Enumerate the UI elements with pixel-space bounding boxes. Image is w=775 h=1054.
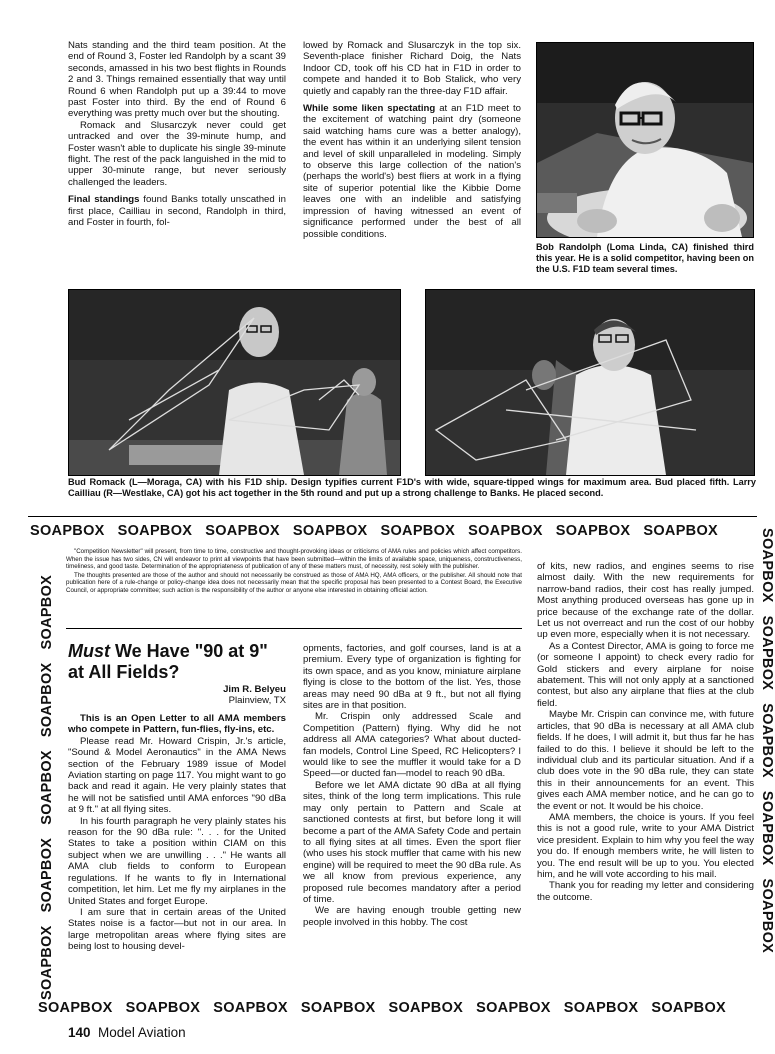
soapbox-word: SOAPBOX: [39, 750, 55, 825]
paragraph: AMA members, the choice is yours. If you feel this is not a good rule, write to your AMA District vice president. Explain to him why you feel the way you do. If enough members write, he will listen to you. The end result will be up to you. You elected him, and he will vote according to his mail.: [537, 811, 754, 880]
soapbox-word: SOAPBOX: [759, 790, 775, 866]
soapbox-word: SOAPBOX: [759, 878, 775, 954]
author-name: Jim R. Belyeu: [223, 684, 286, 695]
soapbox-word: SOAPBOX: [39, 925, 55, 1000]
soapbox-word: SOAPBOX: [651, 1000, 726, 1016]
intro-paragraph: This is an Open Letter to all AMA members who compete in Pattern, fun-flies, fly-ins, etc.: [68, 713, 286, 736]
page-number: 140: [68, 1025, 91, 1040]
paragraph: lowed by Romack and Slusarczyk in the top six. Seventh-place finisher Richard Doig, the Nats Indoor CD, took off his CD hat in F1D in order to compete and handed it to Bob Stalick, who very quietly and capably ran the three-day F1D affair.: [303, 40, 521, 97]
soapbox-banner-bottom: [38, 1000, 726, 1016]
soapbox-column-3: [537, 561, 754, 903]
caption-randolph: Bob Randolph (Loma Linda, CA) finished third this year. He is a solid competitor, having been on the U.S. F1D team several times.: [536, 242, 755, 274]
soapbox-word: SOAPBOX: [380, 523, 456, 539]
soapbox-word: SOAPBOX: [563, 1000, 639, 1016]
soapbox-word: SOAPBOX: [292, 523, 368, 539]
soapbox-word: SOAPBOX: [759, 528, 775, 603]
paragraph: Thank you for reading my letter and considering the outcome.: [537, 880, 754, 903]
paragraph: [303, 103, 521, 240]
soapbox-word: SOAPBOX: [468, 523, 543, 539]
soapbox-column-2: [303, 643, 521, 928]
run-in-head: Final standings: [68, 194, 140, 206]
photo-cailliau-image: [426, 290, 754, 475]
byline: [180, 684, 286, 707]
photo-randolph-image: [537, 43, 753, 237]
page-footer: [68, 1025, 186, 1040]
soapbox-word: SOAPBOX: [759, 615, 775, 691]
soapbox-word: SOAPBOX: [117, 523, 193, 539]
paragraph: Please read Mr. Howard Crispin, Jr.'s article, "Sound & Model Aeronautics" in the AMA News section of the February 1989 issue of Model Aviation starting on page 117. You might want to go back and read it again. He very plainly states that he will not be satisfied until AMA enforces "90 dBa at 9 ft." at all flying sites.: [68, 735, 286, 816]
paragraph: Romack and Slusarczyk never could get untracked and over the 39-minute hump, and Foster wasn't able to duplicate his single 39-minute flight. The rest of the pack languished in the mid to upper 30-minute range, but never seriously challenged the leaders.: [68, 119, 286, 188]
photo-cailliau: [425, 289, 755, 476]
soapbox-word: SOAPBOX: [39, 662, 55, 738]
paragraph: We are having enough trouble getting new people involved in this hobby. The cost: [303, 905, 521, 928]
paragraph: [68, 194, 286, 228]
photo-romack-image: [69, 290, 400, 475]
soapbox-word: SOAPBOX: [555, 523, 631, 539]
soapbox-word: SOAPBOX: [125, 1000, 201, 1016]
author-location: Plainview, TX: [228, 695, 286, 707]
soapbox-word: SOAPBOX: [643, 523, 718, 539]
soapbox-word: SOAPBOX: [39, 574, 55, 650]
soapbox-word: SOAPBOX: [30, 523, 105, 539]
soapbox-headline: [68, 641, 283, 683]
paragraph: Mr. Crispin only addressed Scale and Competition (Pattern) flying. Why did he not address all AMA categories? What about ducted-fan models, Control Line Speed, RC Helicopters? I would like to see the muffler it would take for a D Speed—or ducted fan—model to reach 90 dBa.: [303, 711, 521, 780]
paragraph: Nats standing and the third team position. At the end of Round 3, Foster led Randolph by a scant 39 seconds, amassed in his two best flights in Rounds 2 and 3. Things remained essentially that way until Round 6 when Randolph put up a 39:44 to move past Foster into third. By the end of Round 6 everything was pretty much over but the shouting.: [68, 40, 286, 120]
paragraph: I am sure that in certain areas of the United States noise is a factor—but not in our area. In large metropolitan areas where flying sites are being lost to housing devel-: [68, 906, 286, 953]
article-column-2: [303, 40, 521, 240]
soapbox-banner-top: [30, 523, 718, 539]
paragraph: In his fourth paragraph he very plainly states his reason for the 90 dBa rule: ". . . for the United States to take a position within CIAM on this subject when we are unwilling . . ." He wants all AMA club fields to conform to European regulations. If he wants to fly in International competition, let him. Let me fly my airplanes in the United States and forget Europe.: [68, 815, 286, 907]
paragraph: Before we let AMA dictate 90 dBa at all flying sites, think of the long term implications. This rule may only pertain to Pattern and Scale at sanctioned contests at first, but before long it will become a part of the AMA Safety Code and pertain to all flying sites at all times. Even the sport flier (who uses his stock muffler that came with his new engine) will be required to meet the 90 dBa rule. As we all know from previous experience, any proposed rule becomes mandatory after a period of time.: [303, 779, 521, 905]
soapbox-disclaimer: [66, 548, 522, 596]
soapbox-top-rule: [28, 516, 757, 517]
headline-text: We Have "90 at 9" at All Fields?: [68, 641, 268, 682]
article-column-1: [68, 40, 286, 229]
soapbox-word: SOAPBOX: [476, 1000, 551, 1016]
magazine-name: Model Aviation: [98, 1025, 186, 1040]
paragraph-text: found Banks totally unscathed in first place, Cailliau in second, Randolph in third, and Foster in fourth, fol-: [68, 194, 286, 229]
paragraph: opments, factories, and golf courses, land is at a premium. Every type of organization is fighting for its own space, and as you know, miniature airplane flying is close to the bottom of the list. Yes, those areas may need 90 dBa at 9 ft., but not all flying sites are in that position.: [303, 643, 521, 712]
soapbox-word: SOAPBOX: [759, 703, 775, 778]
photo-romack: [68, 289, 401, 476]
paragraph: Maybe Mr. Crispin can convince me, with future articles, that 90 dBa is necessary at all AMA club fields. If he does, I will admit it, but thus far he has failed to do this. I believe it should be left to the individual club and its particular situation. And if a club does vote in the 90 dBa rule, they can state this in their announcements for an event. This gives each AMA member notice, and he can go to the event or not. It would be his choice.: [537, 709, 754, 812]
paragraph: of kits, new radios, and engines seems to rise almost daily. With the new requirements for narrow-band radios, their cost has really jumped. Most anything produced overseas has gone up in price because of the exchange rate of the dollar. Let us not overreact and run the cost of our hobby up even more, especially when it is not necessary.: [537, 561, 754, 641]
headline-emphasis: Must: [68, 641, 110, 661]
paragraph: As a Contest Director, AMA is going to force me (or someone I appoint) to check every radio for Gold stickers and every airplane for noise abatement. This will not only apply at a sanctioned contest, but also any airplane that flies at the club field.: [537, 640, 754, 709]
soapbox-word: SOAPBOX: [38, 1000, 113, 1016]
soapbox-word: SOAPBOX: [39, 837, 55, 913]
paragraph-text: at an F1D meet to the excitement of watching paint dry (someone said watching hams cure was a better analogy), the event has within it an underlying silent tension and level of skill unparalleled in modeling. Simply to observe this large collection of the nation's (perhaps the world's) best fliers at work in a flying site of superior potential like the Kibbie Dome leaves one with an indelible and satisfying impression of having witnessed an event of significance performed under the best of all possible conditions.: [303, 103, 522, 240]
soapbox-word: SOAPBOX: [300, 1000, 376, 1016]
photo-randolph: [536, 42, 754, 238]
disclaimer-paragraph: The thoughts presented are those of the author and should not necessarily be construed as those of AMA HQ, AMA officers, or the publisher. All should note that publication here of a rule-change or policy-change idea does not necessarily mean that the specific proposal has been presented to a Contest Board, the Executive Council, or appropriate committee; such action is the responsibility of the author or anyone else interested in obtaining official action.: [66, 571, 522, 594]
soapbox-word: SOAPBOX: [213, 1000, 288, 1016]
soapbox-banner-right: [759, 528, 775, 953]
run-in-head: While some liken spectating: [303, 103, 436, 115]
soapbox-word: SOAPBOX: [205, 523, 280, 539]
disclaimer-paragraph: "Competition Newsletter" will present, from time to time, constructive and thought-provoking ideas or criticisms of AMA rules and policies which affect competitors. When the issue has two sides, CN will endeavor to print all viewpoints that have been submitted—within the limits of available space, uniqueness, constructiveness, timeliness, and good taste. Determination of the appropriateness of publication of any of these matters must, of necessity, rest solely with the publisher.: [66, 548, 522, 571]
disclaimer-rule: [66, 628, 522, 629]
caption-romack-cailliau: Bud Romack (L—Moraga, CA) with his F1D ship. Design typifies current F1D's with wide, square-tipped wings for maximum area. Bud placed fifth. Larry Cailliau (R—Westlake, CA) got his act together in the 5th round and put up a strong challenge to Banks. He placed second.: [68, 477, 756, 498]
soapbox-column-1: [68, 713, 286, 953]
soapbox-banner-left: [39, 575, 55, 1000]
soapbox-word: SOAPBOX: [388, 1000, 464, 1016]
